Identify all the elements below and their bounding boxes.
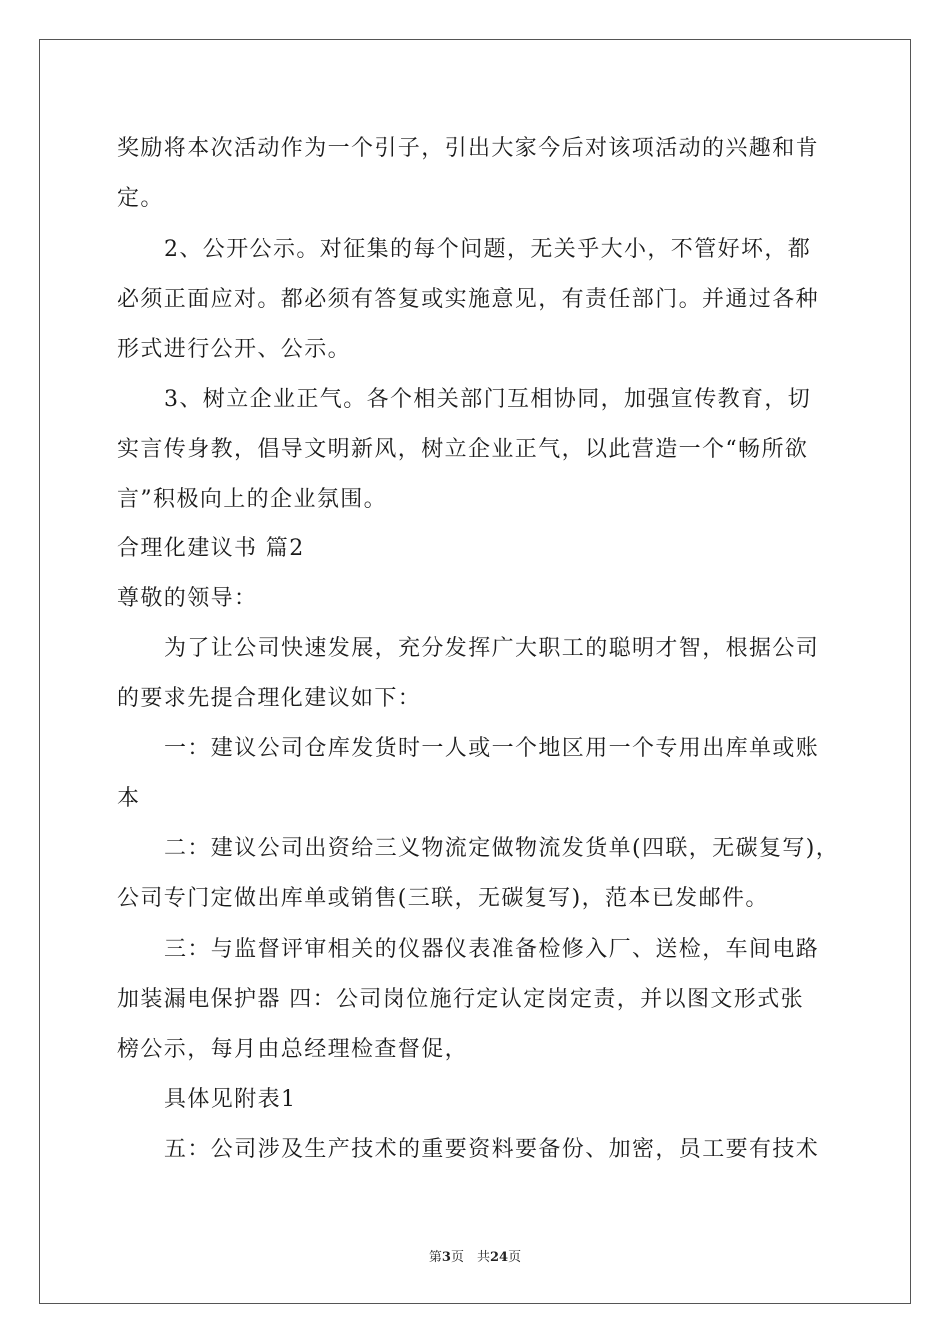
text-line: 3、树立企业正气。各个相关部门互相协同，加强宣传教育，切 [164, 387, 812, 412]
footer-prefix: 第 [428, 1250, 442, 1265]
text-line: 为了让公司快速发展，充分发挥广大职工的聪明才智，根据公司 [164, 636, 820, 661]
text-line: 榜公示，每月由总经理检查督促， [117, 1037, 469, 1062]
page-footer [0, 1246, 950, 1265]
section-heading: 合理化建议书 篇2 [117, 536, 305, 561]
text-line: 加装漏电保护器 四：公司岗位施行定认定岗定责，并以图文形式张 [117, 987, 804, 1012]
text-line: 必须正面应对。都必须有答复或实施意见，有责任部门。并通过各种 [117, 287, 820, 312]
text-line: 形式进行公开、公示。 [117, 337, 352, 362]
text-line: 公司专门定做出库单或销售(三联，无碳复写)，范本已发邮件。 [117, 886, 769, 911]
text-line: 二：建议公司出资给三义物流定做物流发货单(四联，无碳复写)， [164, 836, 840, 861]
total-page-number: 24 [489, 1250, 509, 1265]
text-line: 奖励将本次活动作为一个引子，引出大家今后对该项活动的兴趣和肯 [117, 136, 820, 161]
text-line: 五：公司涉及生产技术的重要资料要备份、加密，员工要有技术 [164, 1137, 820, 1162]
current-page-number: 3 [441, 1250, 451, 1265]
text-line: 定。 [117, 186, 164, 211]
salutation: 尊敬的领导： [117, 586, 258, 611]
text-line: 具体见附表1 [164, 1087, 297, 1112]
text-line: 的要求先提合理化建议如下： [117, 686, 422, 711]
text-line: 实言传身教，倡导文明新风，树立企业正气，以此营造一个“畅所欲 [117, 437, 809, 462]
footer-suffix: 页 [508, 1250, 522, 1265]
text-line: 2、公开公示。对征集的每个问题，无关乎大小，不管好坏，都 [164, 237, 812, 262]
text-line: 一：建议公司仓库发货时一人或一个地区用一个专用出库单或账 [164, 736, 820, 761]
text-line: 三：与监督评审相关的仪器仪表准备检修入厂、送检，车间电路 [164, 937, 820, 962]
text-line: 本 [117, 786, 141, 811]
footer-mid: 页 共 [450, 1250, 490, 1265]
text-line: 言”积极向上的企业氛围。 [117, 487, 388, 512]
